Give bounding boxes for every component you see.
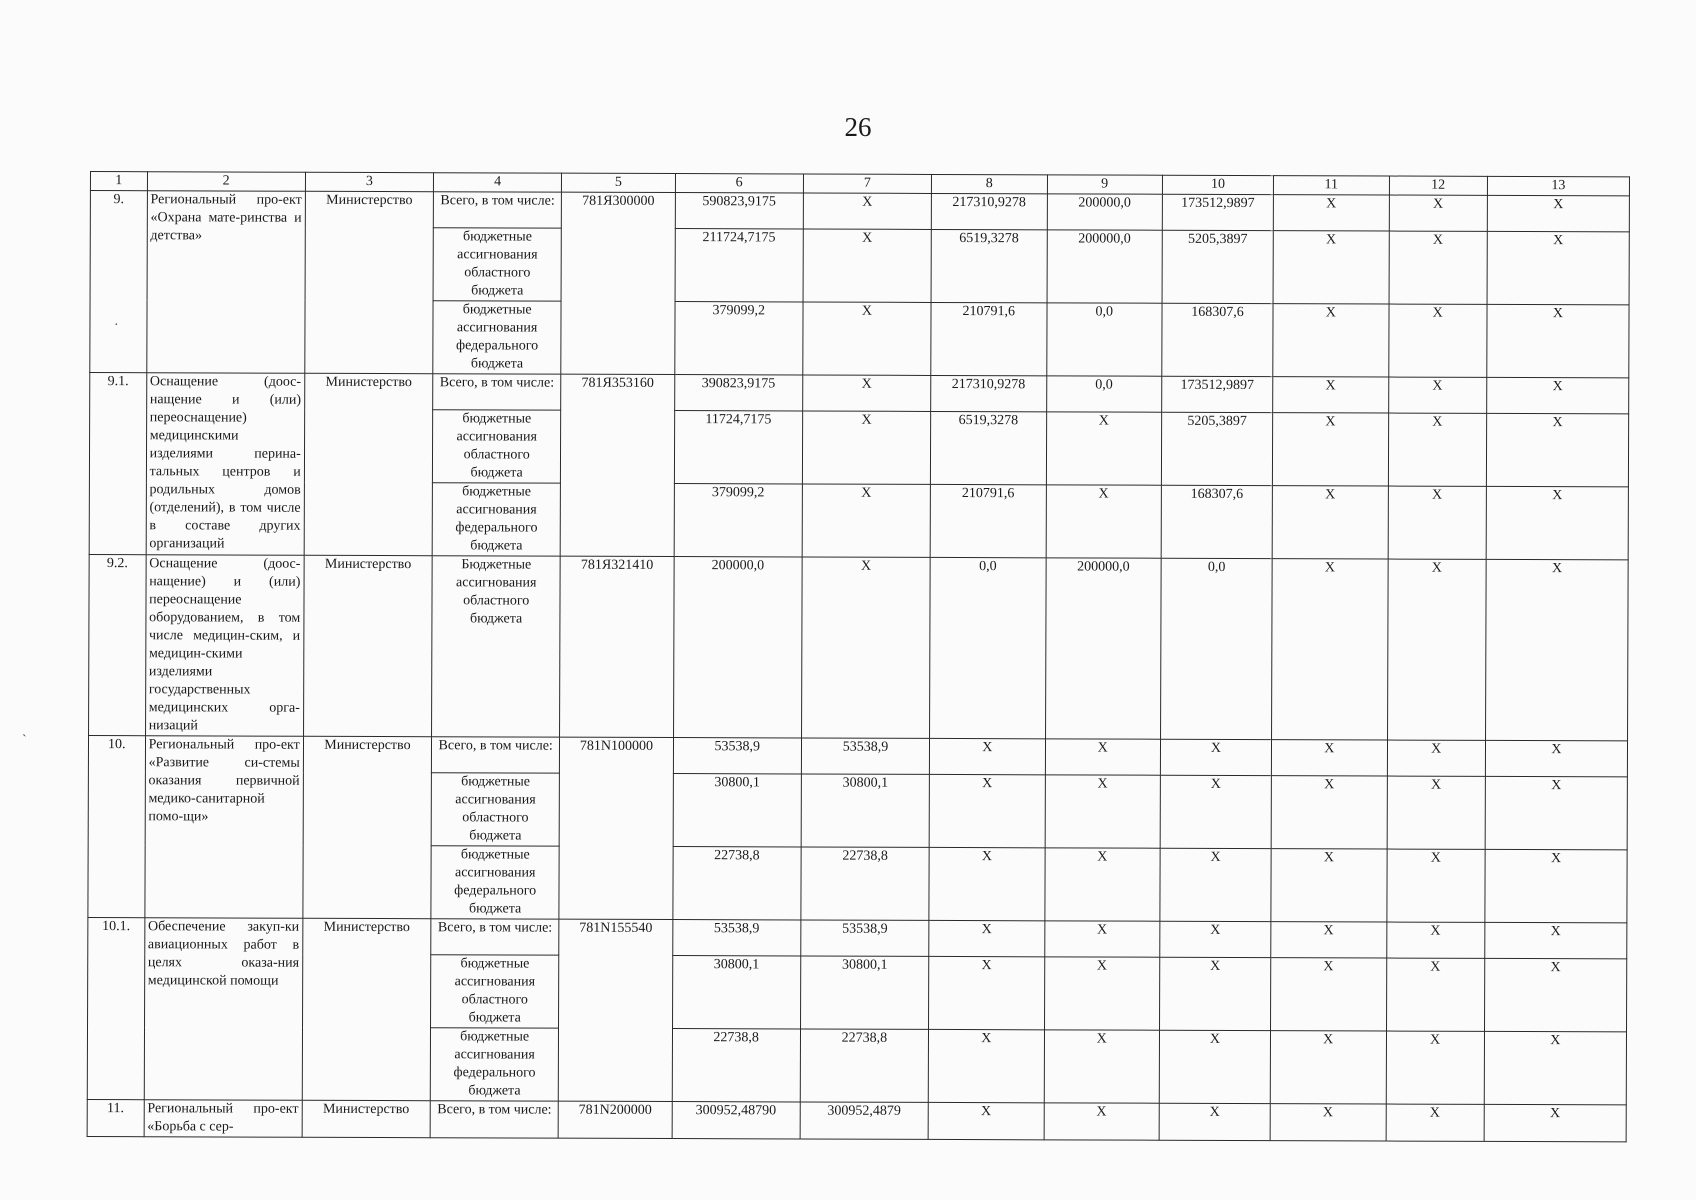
column-header: 7	[803, 174, 931, 193]
funding-source: Всего, в том числе:	[433, 192, 561, 228]
value-cell: X	[802, 484, 931, 557]
stray-mark: ·	[114, 318, 119, 333]
value-cell: 53538,9	[801, 920, 929, 956]
row-number: 11.	[87, 1099, 144, 1136]
column-header: 10	[1162, 175, 1273, 194]
value-cell: X	[1160, 848, 1271, 921]
value-cell: 5205,3897	[1161, 412, 1272, 485]
value-cell: 11724,7175	[674, 411, 803, 484]
value-cell: X	[1272, 486, 1388, 559]
value-cell: X	[1270, 1104, 1386, 1141]
value-cell: X	[1273, 195, 1389, 231]
value-cell: 30800,1	[800, 956, 929, 1029]
value-cell: X	[1388, 304, 1487, 377]
budget-table	[87, 171, 1630, 1142]
budget-table-sheet	[87, 171, 1630, 1142]
value-cell: X	[1271, 958, 1387, 1031]
value-cell: X	[1160, 739, 1271, 775]
value-cell: X	[1388, 413, 1487, 486]
funding-source: бюджетные ассигнования областного бюджета	[433, 228, 562, 301]
value-cell: X	[929, 738, 1045, 774]
value-cell: 5205,3897	[1162, 230, 1273, 303]
value-cell: X	[803, 193, 931, 229]
executor: Министерство	[304, 373, 433, 555]
value-cell: X	[1389, 231, 1488, 304]
row-number: 9.1.	[89, 373, 146, 555]
value-cell: X	[1046, 412, 1162, 485]
funding-source: Всего, в том числе:	[431, 737, 559, 773]
value-cell: 6519,3278	[931, 411, 1047, 484]
value-cell: X	[1387, 740, 1485, 776]
funding-source: Всего, в том числе:	[430, 1101, 558, 1138]
value-cell: X	[1386, 1104, 1484, 1141]
value-cell: 210791,6	[931, 302, 1047, 375]
funding-source: Всего, в том числе:	[433, 374, 561, 410]
column-header: 13	[1487, 176, 1629, 195]
value-cell: 300952,48790	[672, 1102, 800, 1139]
value-cell: X	[928, 1102, 1044, 1139]
row-number: 10.1.	[87, 917, 144, 1099]
value-cell: 6519,3278	[931, 229, 1047, 302]
column-header: 12	[1389, 176, 1487, 195]
value-cell: X	[1160, 921, 1271, 957]
value-cell: X	[803, 229, 932, 302]
value-cell: X	[1484, 1104, 1626, 1141]
table-row	[87, 1099, 1626, 1141]
funding-source: бюджетные ассигнования областного бюджета	[431, 955, 560, 1028]
funding-source: бюджетные ассигнования областного бюджета	[431, 773, 560, 846]
column-header: 2	[147, 172, 305, 192]
value-cell: X	[1045, 775, 1161, 848]
value-cell: X	[1160, 775, 1271, 848]
value-cell: X	[1388, 377, 1486, 413]
value-cell: 22738,8	[672, 847, 801, 920]
row-number: 10.	[88, 735, 145, 917]
event-name: Оснащение (доос-нащение и (или) переоснащение) медицинскими изделиями перина-тальных центров и родильных домов (отделений), в том числе в составе других организаций	[146, 373, 305, 556]
value-cell: X	[1046, 485, 1162, 558]
value-cell: X	[1485, 559, 1628, 740]
table-row	[90, 191, 1629, 232]
value-cell: 0,0	[930, 557, 1046, 738]
value-cell: 22738,8	[801, 847, 930, 920]
value-cell: X	[1486, 413, 1628, 486]
column-header: 4	[433, 173, 561, 192]
budget-code: 781Я321410	[560, 556, 674, 737]
funding-source: бюджетные ассигнования федерального бюджета	[430, 1028, 559, 1101]
funding-source: бюджетные ассигнования федерального бюджета	[433, 301, 562, 374]
value-cell: 173512,9897	[1162, 376, 1273, 412]
value-cell: X	[1273, 231, 1389, 304]
value-cell: X	[1389, 195, 1487, 231]
value-cell: 217310,9278	[931, 193, 1047, 229]
value-cell: 390823,9175	[674, 375, 802, 411]
value-cell: X	[1273, 377, 1389, 413]
funding-source: бюджетные ассигнования областного бюджета	[432, 410, 561, 483]
event-name: Региональный про-ект «Развитие си-стемы оказания первичной медико-санитарной помо-щи»	[145, 736, 304, 919]
event-name: Обеспечение закуп-ки авиационных работ в целях оказа-ния медицинской помощи	[144, 918, 303, 1101]
budget-code: 781N200000	[558, 1101, 671, 1138]
value-cell: 30800,1	[672, 956, 801, 1029]
value-cell: X	[1485, 922, 1627, 958]
value-cell: 300952,4879	[800, 1102, 928, 1139]
table-row	[89, 554, 1629, 740]
value-cell: 200000,0	[1047, 230, 1163, 303]
table-row	[88, 917, 1627, 958]
value-cell: X	[1273, 304, 1389, 377]
value-cell: 200000,0	[1045, 558, 1161, 739]
table-row	[90, 373, 1629, 414]
column-header: 9	[1047, 175, 1162, 194]
column-header: 8	[932, 174, 1047, 193]
row-number: 9.	[90, 191, 147, 373]
value-cell: X	[1386, 1031, 1485, 1104]
stray-mark: ˋ	[22, 733, 27, 748]
value-cell: 168307,6	[1161, 485, 1272, 558]
executor: Министерство	[303, 736, 432, 918]
executor: Министерство	[302, 918, 431, 1100]
value-cell: 210791,6	[930, 484, 1046, 557]
executor: Министерство	[303, 555, 432, 736]
funding-source: Всего, в том числе:	[431, 919, 559, 955]
value-cell: 53538,9	[672, 920, 800, 956]
funding-source: Бюджетные ассигнования областного бюджета	[432, 556, 561, 737]
budget-code: 781Я353160	[560, 374, 674, 556]
budget-code: 781N100000	[559, 737, 673, 919]
value-cell: X	[1044, 1103, 1160, 1140]
value-cell: 217310,9278	[931, 375, 1047, 411]
value-cell: X	[928, 1029, 1044, 1102]
value-cell: X	[803, 302, 932, 375]
value-cell: X	[929, 847, 1045, 920]
value-cell: 0,0	[1046, 303, 1162, 376]
table-body	[87, 191, 1629, 1142]
value-cell: X	[1271, 849, 1387, 922]
value-cell: 211724,7175	[675, 229, 804, 302]
value-cell: X	[1271, 922, 1387, 958]
value-cell: X	[1485, 849, 1627, 922]
table-row	[88, 735, 1627, 776]
column-header: 11	[1274, 176, 1389, 195]
value-cell: 22738,8	[800, 1029, 929, 1102]
value-cell: X	[1387, 559, 1486, 740]
value-cell: X	[1484, 1031, 1626, 1104]
value-cell: 590823,9175	[675, 193, 803, 229]
value-cell: X	[1487, 195, 1629, 231]
value-cell: 168307,6	[1162, 303, 1273, 376]
value-cell: 200000,0	[673, 557, 802, 738]
value-cell: X	[1486, 377, 1628, 413]
value-cell: 53538,9	[801, 738, 929, 774]
value-cell: X	[803, 375, 931, 411]
value-cell: X	[1485, 740, 1627, 776]
value-cell: 379099,2	[674, 484, 803, 557]
value-cell: X	[929, 774, 1045, 847]
value-cell: 0,0	[1046, 376, 1162, 412]
value-cell: X	[1272, 559, 1388, 740]
value-cell: X	[1159, 1103, 1270, 1140]
value-cell: 53538,9	[673, 738, 801, 774]
value-cell: X	[1487, 304, 1629, 377]
value-cell: X	[1044, 921, 1160, 957]
budget-code: 781N155540	[559, 919, 673, 1101]
column-header: 3	[305, 172, 433, 191]
executor: Министерство	[302, 1100, 430, 1137]
executor: Министерство	[305, 191, 434, 373]
value-cell: X	[1159, 1030, 1270, 1103]
page-number: 26	[844, 112, 872, 142]
value-cell: X	[929, 956, 1045, 1029]
value-cell: X	[1271, 740, 1387, 776]
value-cell: X	[1044, 848, 1160, 921]
value-cell: X	[1487, 231, 1629, 304]
value-cell: X	[1270, 1031, 1386, 1104]
value-cell: X	[929, 920, 1045, 956]
value-cell: X	[801, 557, 930, 738]
value-cell: 22738,8	[672, 1029, 801, 1102]
column-header: 1	[90, 172, 147, 191]
value-cell: X	[1045, 739, 1161, 775]
funding-source: бюджетные ассигнования федерального бюджета	[431, 846, 560, 919]
value-cell: 30800,1	[801, 774, 930, 847]
event-name: Региональный про-ект «Борьба с сер-	[144, 1100, 302, 1138]
value-cell: X	[1044, 957, 1160, 1030]
value-cell: X	[1388, 486, 1487, 559]
value-cell: X	[1271, 776, 1387, 849]
value-cell: X	[1486, 486, 1628, 559]
value-cell: X	[1386, 958, 1485, 1031]
value-cell: X	[802, 411, 931, 484]
value-cell: X	[1272, 413, 1388, 486]
value-cell: X	[1386, 922, 1484, 958]
event-name: Региональный про-ект «Охрана мате-ринства и детства»	[146, 191, 305, 374]
budget-code: 781Я300000	[561, 192, 675, 374]
value-cell: X	[1386, 849, 1485, 922]
event-name: Оснащение (доос-нащение) и (или) переоснащение оборудованием, в том числе медицин-ским, и медицин-скими изделиями государственных медицинских орга-низаций	[145, 555, 304, 737]
value-cell: X	[1159, 957, 1270, 1030]
value-cell: 0,0	[1160, 558, 1272, 739]
value-cell: 200000,0	[1047, 194, 1163, 230]
value-cell: 30800,1	[673, 774, 802, 847]
row-number: 9.2.	[89, 554, 146, 735]
value-cell: X	[1485, 776, 1627, 849]
value-cell: X	[1044, 1030, 1160, 1103]
column-header: 5	[562, 173, 675, 192]
value-cell: 173512,9897	[1162, 194, 1273, 230]
funding-source: бюджетные ассигнования федерального бюджета	[432, 483, 561, 556]
column-header: 6	[675, 174, 803, 193]
value-cell: 379099,2	[674, 302, 803, 375]
value-cell: X	[1484, 958, 1626, 1031]
value-cell: X	[1387, 776, 1486, 849]
